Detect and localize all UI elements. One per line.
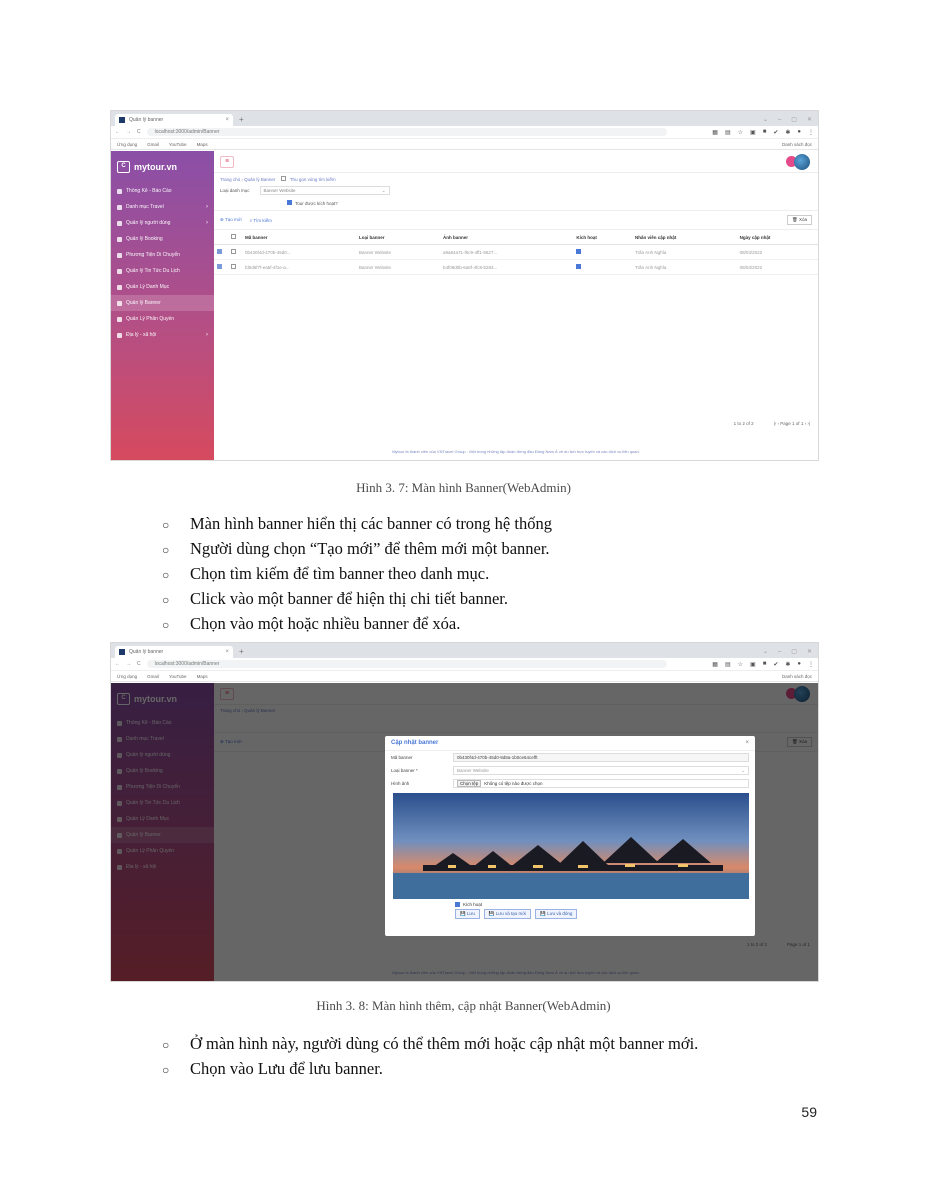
bookmark-gmail[interactable]: Gmail	[147, 673, 159, 679]
main-content	[214, 151, 818, 460]
search-button-label: Tìm kiếm	[253, 217, 272, 223]
banner-type-cell: Banner Website	[356, 260, 440, 275]
file-status: Không có tệp nào được chọn	[484, 781, 543, 786]
active-filter-label: Tour được kích hoạt?	[295, 201, 338, 206]
forward-icon[interactable]: →	[126, 661, 131, 667]
topbar	[214, 151, 818, 173]
select-all-checkbox[interactable]	[231, 234, 236, 239]
sidebar	[111, 151, 214, 460]
sidebar-item-news[interactable]	[111, 263, 214, 279]
url-field[interactable]: localhost:3000/admin/Banner	[147, 128, 667, 136]
bullet-marker: ○	[162, 568, 170, 582]
chevron-down-icon[interactable]: ⌄	[762, 649, 768, 655]
sidebar-item-label: Quản Lý Danh Mục	[126, 284, 170, 290]
column-header[interactable]: Ảnh banner	[440, 230, 573, 245]
pagination	[734, 421, 810, 426]
favicon-icon	[119, 649, 125, 655]
list-item	[162, 587, 552, 612]
pagination-count: 1 to 2 of 2	[733, 421, 754, 426]
save-and-close-button[interactable]: 💾 Lưu và đóng	[535, 909, 577, 919]
list-item	[162, 562, 552, 587]
updater-cell: Trần Anh Nghĩa	[632, 245, 737, 260]
category-select[interactable]	[260, 186, 390, 195]
extension-icon[interactable]: ▤	[724, 129, 731, 136]
browser-tab[interactable]	[115, 646, 233, 658]
chevron-down-icon: ⌄	[381, 187, 386, 193]
chart-icon	[117, 189, 122, 194]
bullet-marker: ○	[162, 1063, 170, 1077]
bookmarks-bar	[111, 671, 818, 682]
action-toolbar	[214, 210, 818, 230]
extension-icons	[712, 661, 814, 668]
chevron-right-icon: ›	[206, 220, 208, 226]
modal-title: Cập nhật banner	[391, 740, 439, 746]
banner-code-cell: fd0d6f7f-ea5f-4f1e-a...	[242, 260, 356, 275]
table-row[interactable]	[214, 260, 818, 275]
banner-code-cell: 0b430f4d-470b-45d0...	[242, 245, 356, 260]
active-checkbox[interactable]	[455, 902, 460, 907]
sidebar-item-geography[interactable]	[111, 327, 214, 343]
sidebar-item-statistics[interactable]	[111, 183, 214, 199]
puzzle-icon[interactable]: ✱	[785, 129, 791, 136]
create-button-label: Tạo mới	[224, 217, 242, 222]
column-header[interactable]: Mã banner	[242, 230, 356, 245]
active-checkbox[interactable]	[576, 249, 581, 254]
maximize-icon[interactable]: ▢	[791, 649, 797, 655]
modal-header	[385, 736, 755, 751]
active-filter-checkbox[interactable]	[287, 200, 292, 205]
extension-icons	[712, 129, 814, 136]
bullet-marker: ○	[162, 618, 170, 632]
form-row-image	[385, 777, 755, 790]
close-tab-icon[interactable]: ×	[225, 117, 229, 123]
list-item-text: Chọn vào Lưu để lưu banner.	[190, 1059, 383, 1078]
url-field[interactable]: localhost:3000/admin/Banner	[147, 660, 667, 668]
reading-list[interactable]: Danh sách đọc	[781, 673, 812, 679]
profile-icon[interactable]: ●	[797, 128, 801, 135]
profile-icon[interactable]: ●	[797, 660, 801, 667]
minimize-icon[interactable]: –	[777, 117, 782, 123]
active-filter-row	[214, 199, 818, 207]
sidebar-item-label: Phương Tiện Di Chuyển	[126, 252, 180, 258]
avatar[interactable]	[794, 154, 810, 170]
form-row-type	[385, 764, 755, 777]
list-item-text: Ở màn hình này, người dùng có thể thêm mới hoặc cập nhật một banner mới.	[190, 1034, 699, 1053]
bookmark-youtube[interactable]: YouTube	[168, 141, 187, 147]
puzzle-icon[interactable]: ✱	[785, 661, 791, 668]
back-icon[interactable]: ←	[115, 661, 120, 667]
close-window-icon[interactable]: ✕	[806, 649, 812, 655]
hamburger-menu-icon[interactable]: ≡	[220, 156, 234, 168]
active-checkbox[interactable]	[576, 264, 581, 269]
list-item-text: Click vào một banner để hiện thị chi tiết banner.	[190, 589, 508, 608]
collapse-search-checkbox[interactable]	[281, 176, 286, 181]
sidebar-item-label: Quản lý người dùng	[126, 220, 171, 226]
diamond-icon	[117, 205, 122, 210]
list-item	[162, 537, 552, 562]
bookmarks-bar	[111, 139, 818, 150]
bullet-marker: ○	[162, 1038, 170, 1052]
chevron-down-icon: ⌄	[741, 767, 745, 773]
figure-caption-2: Hình 3. 8: Màn hình thêm, cập nhật Banner(WebAdmin)	[316, 998, 611, 1013]
sidebar-item-categories[interactable]	[111, 279, 214, 295]
back-icon[interactable]: ←	[115, 129, 120, 135]
column-header[interactable]: Loại banner	[356, 230, 440, 245]
list-item-text: Màn hình banner hiển thị các banner có trong hệ thống	[190, 514, 552, 533]
list-item	[162, 1057, 698, 1082]
active-cell	[573, 245, 632, 260]
row-checkbox[interactable]	[231, 264, 236, 269]
delete-button-label: Xóa	[798, 217, 807, 222]
list-item-text: Chọn tìm kiếm để tìm banner theo danh mục.	[190, 564, 490, 583]
window-controls	[763, 646, 818, 658]
sidebar-item-users[interactable]	[111, 215, 214, 231]
bullet-list-1	[162, 512, 552, 637]
extension-icon[interactable]: ▣	[750, 661, 756, 668]
bullet-marker: ○	[162, 543, 170, 557]
sidebar-item-label: Danh mục Travel	[126, 204, 164, 210]
list-item-text: Chọn vào một hoặc nhiều banner để xóa.	[190, 614, 461, 633]
bullet-list-2	[162, 1032, 698, 1082]
banner-table	[214, 230, 818, 275]
sidebar-item-transport[interactable]	[111, 247, 214, 263]
booking-icon	[117, 237, 122, 242]
banner-image-cell: a9a84a71-f6c9-4ff1-9527...	[440, 245, 573, 260]
banner-type-cell: Banner Website	[356, 245, 440, 260]
app-footer: Mytour là thành viên của VNTravel Group - Một trong những tập đoàn đứng đầu Đông Nam Á về du lịch trực tuyến và các dịch vụ liên quan.	[392, 449, 640, 454]
pagination-controls[interactable]: |‹ ‹ Page 1 of 1 › ›|	[773, 421, 810, 426]
save-button-label: Lưu	[466, 911, 475, 916]
forward-icon[interactable]: →	[126, 129, 131, 135]
date-cell: 08/03/2022	[737, 245, 818, 260]
update-banner-modal	[385, 736, 755, 936]
expand-row-icon[interactable]	[217, 264, 222, 269]
admin-app	[111, 151, 818, 460]
bullet-marker: ○	[162, 518, 170, 532]
extension-icon[interactable]: ✔	[773, 661, 779, 668]
maximize-icon[interactable]: ▢	[791, 117, 797, 123]
active-toggle-row	[385, 899, 755, 907]
globe-icon	[117, 333, 122, 338]
save-and-new-button[interactable]: 💾 Lưu và tạo mới	[484, 909, 531, 919]
banner-image-cell: b4f09d0b-6a6f-4fc8-b283...	[440, 260, 573, 275]
select-all-header	[228, 230, 242, 245]
breadcrumb	[214, 173, 818, 185]
brand-name: mytour.vn	[134, 162, 178, 172]
updater-cell: Trần Anh Nghĩa	[632, 260, 737, 275]
file-input[interactable]	[453, 779, 749, 788]
list-item-text: Người dùng chọn “Tạo mới” để thêm mới một banner.	[190, 539, 550, 558]
row-cell	[228, 245, 242, 260]
list-item	[162, 512, 552, 537]
brand-logo[interactable]	[111, 157, 214, 183]
bullet-marker: ○	[162, 593, 170, 607]
close-window-icon[interactable]: ✕	[806, 117, 812, 123]
extension-icon[interactable]: ▣	[750, 129, 756, 136]
minimize-icon[interactable]: –	[777, 649, 782, 655]
image-icon	[117, 301, 122, 306]
banner-code-label: Mã banner	[391, 755, 413, 760]
bookmark-maps[interactable]: Maps	[196, 141, 208, 147]
sidebar-item-banner[interactable]	[111, 295, 214, 311]
form-row-code	[385, 751, 755, 764]
active-label: Kích hoạt	[463, 902, 483, 907]
extension-icon[interactable]: ▤	[724, 661, 731, 668]
table-row[interactable]	[214, 245, 818, 260]
menu-dots-icon[interactable]: ⋮	[808, 129, 814, 136]
sidebar-item-booking[interactable]	[111, 231, 214, 247]
key-icon	[117, 317, 122, 322]
category-select-value: Banner Website	[263, 188, 296, 193]
search-button[interactable]: ⌕ Tìm kiếm	[249, 217, 272, 223]
sidebar-item-label: Quản Lý Phân Quyền	[126, 316, 175, 322]
bookmark-apps[interactable]: Ứng dụng	[117, 673, 138, 679]
bookmark-gmail[interactable]: Gmail	[147, 141, 159, 147]
close-icon[interactable]: ×	[745, 740, 749, 746]
sidebar-item-permissions[interactable]	[111, 311, 214, 327]
extension-icon[interactable]: ▦	[712, 129, 718, 136]
sidebar-nav	[111, 183, 214, 343]
breadcrumb-path[interactable]: Trang chủ › Quản lý Banner	[220, 177, 276, 182]
favicon-icon	[119, 117, 125, 123]
choose-file-button[interactable]: Chọn tệp	[457, 780, 481, 787]
extension-icon[interactable]: ✔	[773, 129, 779, 136]
row-cell	[214, 260, 228, 275]
row-cell	[214, 245, 228, 260]
collapse-search-label: Thu gọn vùng tìm kiếm	[289, 177, 336, 182]
column-header[interactable]: Nhân viên cập nhật	[632, 230, 737, 245]
chevron-down-icon[interactable]: ⌄	[762, 117, 768, 123]
reload-icon[interactable]: C	[137, 661, 141, 667]
chevron-right-icon: ›	[206, 204, 208, 210]
row-cell	[228, 260, 242, 275]
screenshot-banner-edit	[110, 642, 819, 982]
sidebar-item-label: Quản lý Banner	[126, 300, 161, 306]
news-icon	[117, 269, 122, 274]
extension-icon[interactable]: ▦	[712, 661, 718, 668]
star-icon[interactable]: ☆	[737, 661, 744, 668]
new-tab-icon[interactable]: +	[239, 115, 244, 124]
filter-label: Loại danh mục	[220, 188, 250, 193]
banner-type-select[interactable]	[453, 766, 749, 775]
column-header[interactable]: Kích hoạt	[573, 230, 632, 245]
reload-icon[interactable]: C	[137, 129, 141, 135]
transport-icon	[117, 253, 122, 258]
save-button[interactable]: 💾 Lưu	[455, 909, 480, 919]
header-spacer	[214, 230, 228, 245]
sidebar-item-label: Quản lý Booking	[126, 236, 163, 242]
window-controls	[763, 114, 818, 126]
modal-footer	[385, 907, 755, 919]
bookmark-maps[interactable]: Maps	[196, 673, 208, 679]
date-cell: 08/03/2022	[737, 260, 818, 275]
banner-image-label: Hình ảnh	[391, 781, 410, 786]
save-and-close-label: Lưu và đóng	[547, 911, 573, 916]
browser-tabbar	[111, 643, 818, 658]
address-bar	[111, 658, 818, 671]
page-number: 59	[801, 1104, 817, 1120]
save-and-new-label: Lưu và tạo mới	[495, 911, 527, 916]
active-cell	[573, 260, 632, 275]
expand-row-icon[interactable]	[217, 249, 222, 254]
sidebar-item-label: Địa lý - xã hội	[126, 332, 157, 338]
extension-icon[interactable]: ■	[762, 128, 767, 135]
create-button[interactable]: ⊕ Tạo mới	[220, 217, 242, 222]
close-tab-icon[interactable]: ×	[225, 649, 229, 655]
browser-tabbar	[111, 111, 818, 126]
table-header-row	[214, 230, 818, 245]
screenshot-banner-list	[110, 110, 819, 461]
sidebar-item-travel-category[interactable]	[111, 199, 214, 215]
address-bar	[111, 126, 818, 139]
sidebar-item-label: Quản lý Tin Tức Du Lịch	[126, 268, 180, 274]
user-avatars[interactable]	[786, 154, 812, 170]
delete-button[interactable]: 🗑 Xóa	[787, 215, 812, 225]
browser-tab[interactable]	[115, 114, 233, 126]
list-item	[162, 612, 552, 637]
list-item	[162, 1032, 698, 1057]
banner-preview-image	[393, 793, 749, 899]
chevron-right-icon: ›	[206, 332, 208, 338]
menu-dots-icon[interactable]: ⋮	[808, 661, 814, 668]
bookmark-apps[interactable]: Ứng dụng	[117, 141, 138, 147]
row-checkbox[interactable]	[231, 249, 236, 254]
pagination-page: Page 1 of 1	[780, 421, 804, 426]
reading-list[interactable]: Danh sách đọc	[781, 141, 812, 147]
new-tab-icon[interactable]: +	[239, 647, 244, 656]
list-icon	[117, 285, 122, 290]
banner-type-label: Loại banner *	[391, 768, 418, 773]
banner-code-field[interactable]: 0b430f4d-470b-45d0-9d8a-1b0ce64cefft	[453, 753, 749, 762]
column-header[interactable]: Ngày cập nhật	[737, 230, 818, 245]
sidebar-item-label: Thống Kê - Báo Cáo	[126, 188, 172, 194]
filter-row	[214, 185, 818, 196]
logo-icon: C	[117, 161, 130, 173]
users-icon	[117, 221, 122, 226]
star-icon[interactable]: ☆	[737, 129, 744, 136]
tab-title: Quản lý banner	[129, 117, 164, 123]
bookmark-youtube[interactable]: YouTube	[168, 673, 187, 679]
figure-caption-1: Hình 3. 7: Màn hình Banner(WebAdmin)	[356, 480, 571, 495]
banner-type-value: Banner Website	[457, 768, 489, 773]
extension-icon[interactable]: ■	[762, 660, 767, 667]
tab-title: Quản lý banner	[129, 649, 164, 655]
